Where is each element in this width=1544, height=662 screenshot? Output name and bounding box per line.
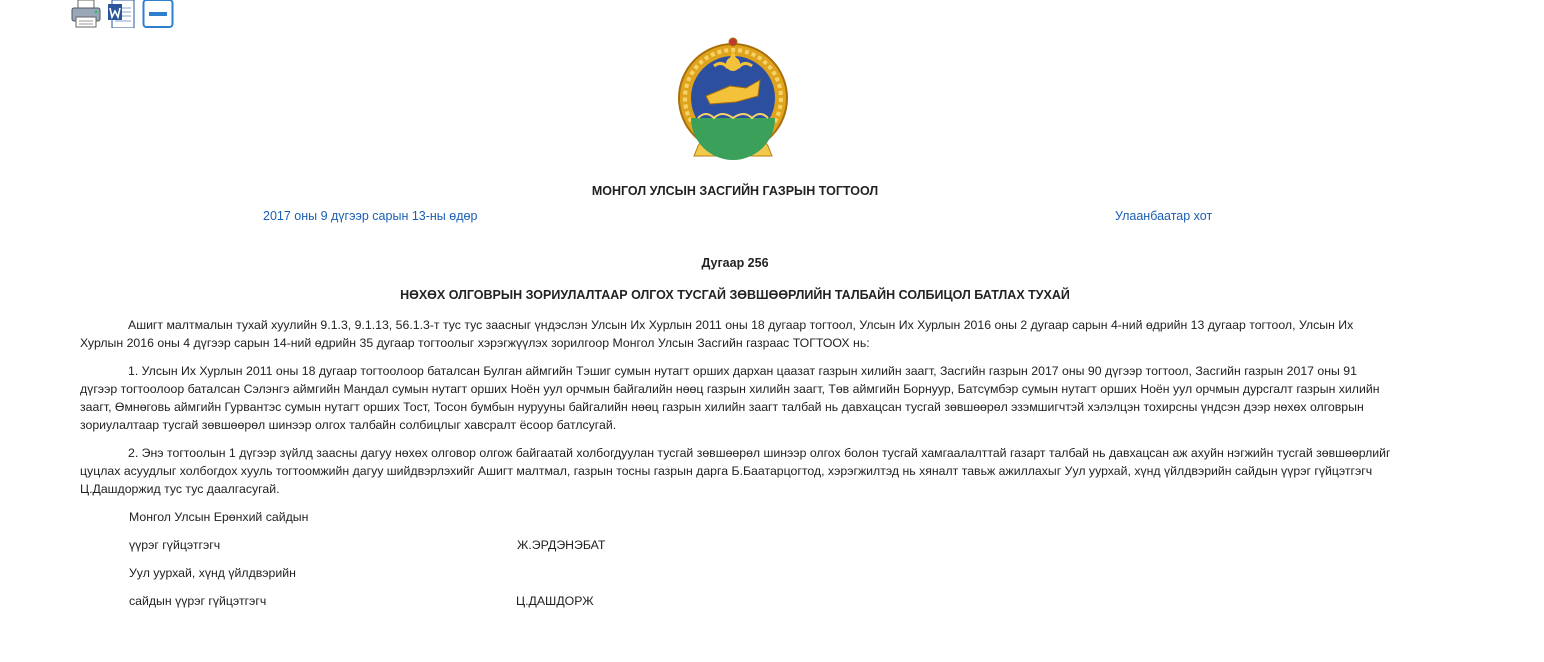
collapse-button[interactable] [142, 0, 174, 28]
print-button[interactable] [70, 0, 102, 28]
document-heading: МОНГОЛ УЛСЫН ЗАСГИЙН ГАЗРЫН ТОГТООЛ [591, 184, 879, 198]
signatory-1-title-line2: үүрэг гүйцэтгэгч [129, 538, 221, 552]
clause-1-paragraph: 1. Улсын Их Хурлын 2011 оны 18 дугаар тогтоолоор баталсан Булган аймгийн Тэшиг сумын нутагт орших дархан цаазат газрын хилийн заагт, Засгийн газрын 2017 оны 90 дүгээр тогтоол, Засгийн газрын 2017 оны 91 дүгээр тогтоолоор баталсан Сэлэнгэ аймгийн Мандал сумын нутагт орших Ноён уул орчмын байгалийн нөөц газрын хилийн заагт, Төв аймгийн Борнуур, Батсүмбэр сумын нутагт орших Ноён уул орчмын дурсгалт газрын хилийн заагт, Өмнөговь аймгийн Гурвантэс сумын нутагт орших Тост, Тосон бумбын нурууны байгалийн нөөц газрын хилийн заагт талбай нь давхацсан тусгай зөвшөөрөл эзэмшигчтэй хэлэлцэн тохирсны үндсэн дээр нөхөх олговрын зориулалтаар тусгай зөвшөөрөл шинээр олгох талбайн солбицлыг хавсралт ёсоор батлсугай. [80, 364, 1380, 432]
printer-icon [70, 0, 102, 28]
preamble-paragraph: Ашигт малтмалын тухай хуулийн 9.1.3, 9.1.13, 56.1.3-т тус тус заасныг үндэслэн Улсын Их Хурлын 2011 оны 18 дугаар тогтоол, Улсын Их Хурлын 2016 оны 2 дугаар сарын 4-ний өдрийн 13 дугаар тогтоол, Улсын Их Хурлын 2016 оны 4 дүгээр сарын 14-ний өдрийн 35 дугаар тогтоолыг хэрэгжүүлэх зорилгоор Монгол Улсын Засгийн газраас ТОГТООХ нь: [80, 318, 1354, 350]
signatory-2-title-line1: Уул уурхай, хүнд үйлдвэрийн [129, 566, 296, 580]
minus-box-icon [142, 0, 174, 28]
clause-2-paragraph: 2. Энэ тогтоолын 1 дүгээр зүйлд заасны дагуу нөхөх олговор олгож байгаатай холбогдуулан тусгай зөвшөөрөл шинээр олгох болон тусгай хамгаалалттай газарт талбай нь давхацсан аж ахуйн нэгжийн тусгай зөвшөөрлийг цуцлах асуудлыг холбогдох хууль тогтоомжийн дагуу шийдвэрлэхийг Ашигт малтмал, газрын тосны газрын дарга Б.Баатарцогтод, хэрэгжилтэд нь хяналт тавьж ажиллахыг Уул уурхай, хүнд үйлдвэрийн сайдын үүрэг гүйцэтгэгч Ц.Дашдоржид тус тус даалгасугай. [80, 446, 1391, 496]
document-place: Улаанбаатар хот [1115, 209, 1213, 223]
document-toolbar [70, 0, 174, 28]
signatory-1-name: Ж.ЭРДЭНЭБАТ [517, 538, 606, 552]
document-subject: НӨХӨХ ОЛГОВРЫН ЗОРИУЛАЛТААР ОЛГОХ ТУСГАЙ ЗӨВШӨӨРЛИЙН ТАЛБАЙН СОЛБИЦОЛ БАТЛАХ ТУХАЙ [400, 288, 1070, 302]
signatory-2-name: Ц.ДАШДОРЖ [516, 594, 594, 608]
document-date: 2017 оны 9 дүгээр сарын 13-ны өдөр [263, 209, 478, 223]
signatory-2-title-line2: сайдын үүрэг гүйцэтгэгч [129, 594, 267, 608]
word-document-icon [106, 0, 138, 28]
signatory-1-title-line1: Монгол Улсын Ерөнхий сайдын [129, 510, 309, 524]
word-export-button[interactable] [106, 0, 138, 28]
document-number: Дугаар 256 [701, 256, 769, 270]
state-emblem-icon [676, 36, 790, 160]
